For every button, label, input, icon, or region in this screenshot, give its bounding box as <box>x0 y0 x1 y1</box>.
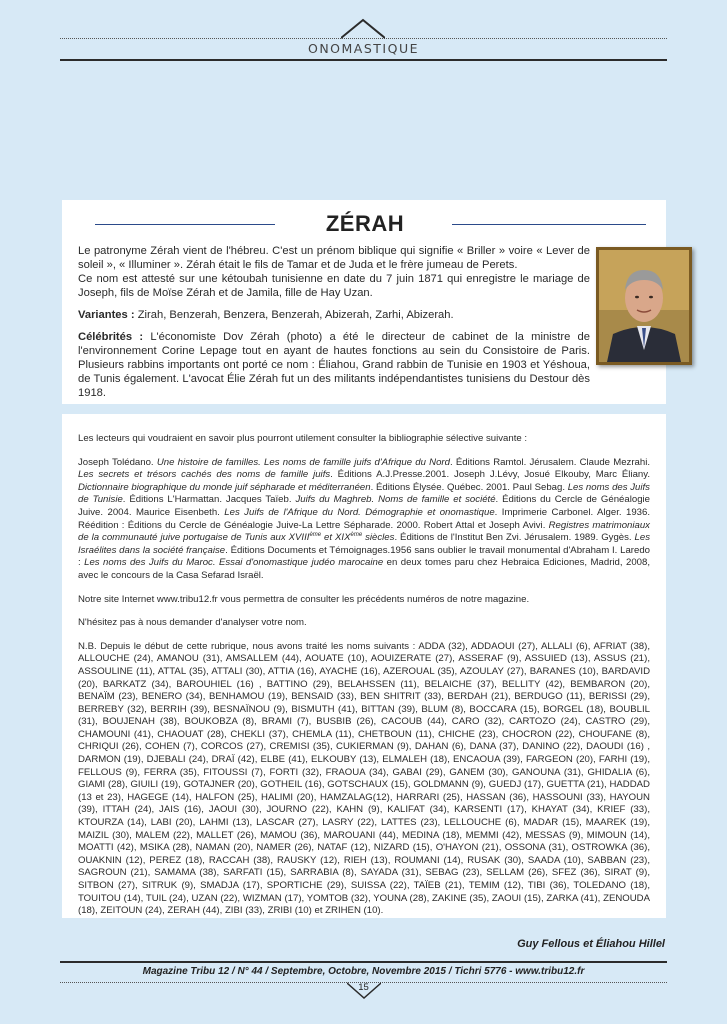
footer-top-rule <box>60 961 667 963</box>
variants-paragraph <box>78 308 590 322</box>
celebs-paragraph <box>78 330 590 400</box>
header-bottom-rule <box>60 59 667 61</box>
ask-note: N'hésitez pas à nous demander d'analyser votre nom. <box>78 617 307 629</box>
portrait-illustration <box>599 250 689 362</box>
variants-label: Variantes : <box>78 309 135 321</box>
article-title: ZÉRAH <box>325 211 405 236</box>
ref-title: Les Israélites dans la société française <box>78 532 651 556</box>
ref-title: Dictionnaire biographique du monde juif sépharade et méditerranéen <box>78 481 371 493</box>
ref-text: . Éditions Élysée. Québec. 2001. Paul Sebag. <box>370 481 568 493</box>
page-number: 15 <box>358 982 369 993</box>
ref-text: Joseph Tolédano. <box>78 456 157 468</box>
intro-paragraph-1: Le patronyme Zérah vient de l'hébreu. C'est un prénom biblique qui signifie « Briller » voire « Lever de soleil », « Illuminer ». Zérah était le fils de Tamar et de Juda et le frère jumeau de Perets. <box>78 245 590 271</box>
ref-title: siècles <box>362 532 395 544</box>
variants-text: Zirah, Benzerah, Benzera, Benzerah, Abizerah, Zarhi, Abizerah. <box>134 309 454 321</box>
title-rule-left <box>95 224 275 225</box>
title-rule-right <box>452 224 646 225</box>
ref-text: . Éditions de l'Institut Ben Zvi. Jérusalem. 1989. Gygès. <box>394 532 635 544</box>
ref-title: Juifs du Maghreb. Noms de famille et société <box>295 494 496 506</box>
names-list: N.B. Depuis le début de cette rubrique, nous avons traité les noms suivants : ADDA (32), ADDAOUI (27), ALLALI (6), AFRIAT (38), ALLOUCHE (24), AMANOU (31), AMSALLEM (44), AOUATE (10), AOUIZERATE (27), ASSERAF (9), ASSUIED (13), ASSUS (21), ASSOULINE (11), ATTAL (35), ATTALI (30), ATTIA (16), AYACHE (16), AZEROUAL (35), AZOULAY (27), BARANES (10), BARDAVID (20), BARKATZ (34), BAROUHIEL (16) , BATTINO (29), BELAHSSEN (11), BELAICHE (37), BELLITY (42), BEMBARON (20), BENAÏM (23), BENERO (34), BENHAMOU (19), BENSAID (33), BEN SHITRIT (33), BERDAH (21), BERDUGO (11), BERISSI (29), BERREBY (32), BERRIH (39), BESNAÏNOU (9), BISMUTH (41), BITTAN (39), BLUM (8), BOCCARA (15), BORGEL (18), BOUBLIL (31), BOUJENAH (38), BOUKOBZA (8), BRAMI (7), BUSBIB (26), CACOUB (44), CARO (32), CARTOZO (24), CASTRO (29), CHAMOUNI (41), CHAOUAT (28), CHEKLI (37), CHEMLA (11), CHETBOUN (11), CHICHE (23), CHOCRON (22), CHOUFANE (8), CHRIQUI (26), COHEN (7), CORCOS (27), CREMISI (35), CUKIERMAN (9), DAHAN (6), DANA (37), DANINO (22), DAOUDI (16) , DARMON (19), DJEBALI (24), DRAÏ (42), ELBE (41), ELKOUBY (13), ELMALEH (18), ENCAOUA (39), FARGEON (20), FARHI (19), FELLOUS (9), FERRA (35), FITOUSSI (7), FORTI (32), FRAOUA (34), GABAI (29), GANEM (30), GANOUNA (31), GHIDALIA (6), GIAMI (28), GIUILI (19), GOTAJNER (20), GOTHEIL (16), GOTSCHAUX (15), GOLDMANN (9), GUEDJ (17), GUETTA (21), HADDAD (13 et 23), HAGEGE (14), HALFON (25), HALIMI (20), HAMZALAG(12), HARRARI (25), HASSAN (36), HASSOUNI (33), HAYOUN (39), ITTAH (24), JAIS (16), JAOUI (30), JOURNO (22), KAHN (9), KALIFAT (34), KARSENTI (17), KHAYAT (34), KRIEF (33), KTOURZA (14), LABI (20), LAHMI (13), LASCAR (27), LASRY (22), LATTES (23), LELLOUCHE (6), MADAR (15), MAAREK (19), MAIZIL (30), MALEM (22), MALLET (26), MAMOU (36), MAROUANI (44), MEDINA (18), MEMMI (42), MESSAS (9), MIMOUN (14), MOATTI (42), MSIKA (28), NAMAN (20), NAMER (26), NATAF (12), NIZARD (15), O'HAYON (21), OSSONA (31), OSTROWKA (36), OUAKNIN (12), PEREZ (18), RACCAH (38), RAUSKY (12), RIEH (13), ROUMANI (14), RUSAK (30), SAADA (10), SABBAN (23), SAGROUN (21), SAMAMA (38), SARFATI (15), SARRABIA (8), SAYADA (31), SEBAG (23), SELLAM (26), SFEZ (36), SIRAT (9), SITBON (27), SITRUK (9), SMADJA (17), SPORTICHE (29), SUISSA (22), TAÏEB (21), TEMIM (12), TIBI (36), TOLEDANO (18), TOUITOU (14), TUIL (24), UZAN (22), WIZMAN (17), YOMTOB (32), YOUNA (28), ZAKINE (35), ZAOUI (15), ZARKA (41), ZENOUDA (18), ZEITOUN (24), ZERAH (44), ZIBI (33), ZRIBI (10) et ZRIHEN (10). <box>78 640 650 917</box>
ref-title: Les secrets et trésors cachés des noms de famille juifs <box>78 469 331 481</box>
ref-title: Registres matrimoniaux de la communauté juive portugaise de Tunis aux XVIII <box>78 519 650 544</box>
ref-title: Les noms des Juifs du Maroc. Essai d'onomastique judéo marocaine <box>84 557 384 569</box>
portrait-photo <box>596 247 692 365</box>
ref-text: en deux tomes paru chez Hebraica Ediciones, Madrid, 2008, avec le concours de la Casa Sefarad Israël. <box>78 557 650 581</box>
ref-title: Les Juifs de l'Afrique du Nord. Démographie et onomastique <box>224 506 495 518</box>
ref-text: . Éditions L'Harmattan. Jacques Taïeb. <box>122 494 296 506</box>
ref-superscript: ème <box>350 531 363 538</box>
ref-title: Une histoire de familles. Les noms de famille juifs d'Afrique du Nord <box>156 456 450 468</box>
celebs-label: Célébrités : <box>78 331 144 343</box>
biblio-intro: Les lecteurs qui voudraient en savoir plus pourront utilement consulter la bibliographie sélective suivante : <box>78 433 528 444</box>
bibliography-body <box>78 433 650 929</box>
website-note: Notre site Internet www.tribu12.fr vous permettra de consulter les précédents numéros de notre magazine. <box>78 593 530 605</box>
ref-text: . Éditions Documents et Témoignages.1956 sans oublier le travail monumental d'Abraham I. Laredo : <box>78 544 651 569</box>
ref-text: . Imprimerie Carbonel. Alger. 1936. Réédition : Éditions du Cercle de Généalogie Juive-La Lettre Sépharade. 2000. Robert Attal et Joseph Avivi. <box>78 506 650 531</box>
header-triangle-ornament <box>341 18 385 40</box>
ref-text: . Éditions A.J.Presse.2001. Joseph J.Lévy, Josué Elkouby, Marc Éliany. <box>330 469 650 481</box>
biblio-references <box>78 457 650 583</box>
ref-superscript: ème <box>309 531 322 538</box>
ref-text: . Éditions du Cercle de Généalogie Juive. 2004. Maurice Eisenbeth. <box>78 494 650 518</box>
ref-title: Les noms des Juifs de Tunisie <box>78 481 650 506</box>
article-authors: Guy Fellous et Éliahou Hillel <box>517 938 665 950</box>
footer-magazine-info: Magazine Tribu 12 / N° 44 / Septembre, Octobre, Novembre 2015 / Tichri 5776 - www.tribu12.fr <box>142 966 585 977</box>
celebs-text: L'économiste Dov Zérah (photo) a été le directeur de cabinet de la ministre de l'environnement Corine Lepage tout en ayant de hautes fonctions au sein du Consistoire de Paris. Plusieurs rabbins importants ont porté ce nom : Éliahou, Grand rabbin de Tunisie en 1903 et Yéshoua, de Tunis également. L'avocat Élie Zérah fut un des militants indépendantistes tunisiens du Destour dès 1918. <box>78 331 590 399</box>
intro-paragraph-2: Ce nom est attesté sur une kétoubah tunisienne en date du 7 juin 1871 qui enregistre le mariage de Joseph, fils de Moïse Zérah et de Jamila, fille de Hay Uzan. <box>78 273 590 299</box>
section-title: ONOMASTIQUE <box>307 41 419 56</box>
article-intro <box>78 244 590 408</box>
ref-text: . Éditions Ramtol. Jérusalem. Claude Mezrahi. <box>449 456 650 468</box>
ref-title: et XIX <box>321 532 351 544</box>
